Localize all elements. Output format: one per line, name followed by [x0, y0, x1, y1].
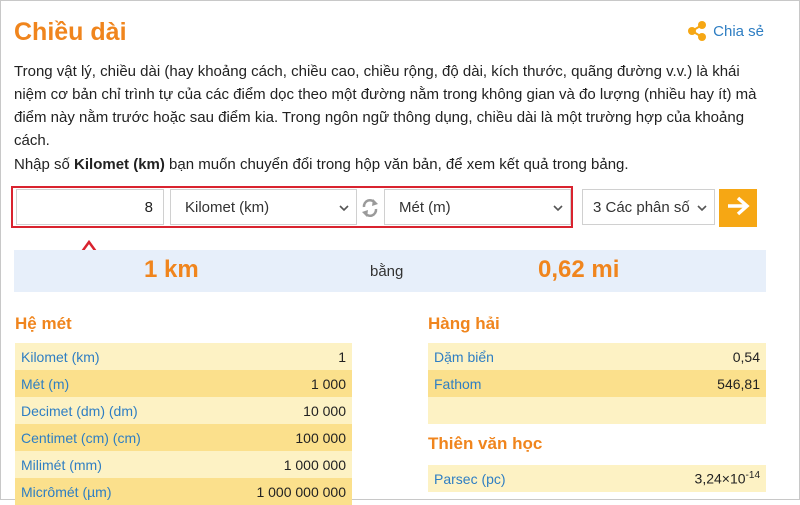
- result-target: 0,62 mi: [538, 256, 620, 283]
- table-row[interactable]: [428, 370, 766, 397]
- unit-name[interactable]: Micrômét (µm): [15, 478, 236, 505]
- value-exponent: -14: [745, 470, 760, 482]
- result-equals: bằng: [370, 263, 404, 280]
- table-row[interactable]: [428, 465, 766, 492]
- from-unit-value: Kilomet (km): [185, 198, 270, 216]
- unit-name[interactable]: Decimet (dm) (dm): [15, 397, 236, 424]
- unit-name[interactable]: Mét (m): [15, 370, 236, 397]
- table-row[interactable]: [15, 424, 352, 451]
- metric-table: [15, 343, 352, 505]
- unit-name[interactable]: Milimét (mm): [15, 451, 236, 478]
- unit-name[interactable]: Fathom: [428, 370, 648, 397]
- description-text: Trong vật lý, chiều dài (hay khoảng cách, chiều cao, chiều rộng, độ dài, kích thước, quãng đường v.v.) là khái niệm cơ bản chỉ trình tự của các điểm dọc theo một đường nằm trong không gian và đo lượng (nhiều hay ít) mà điểm này nằm trước hoặc sau điểm kia. Trong ngôn ngữ thông dụng, chiều dài là một trường hợp của khoảng cách.: [14, 63, 757, 149]
- unit-value: 1 000 000: [236, 451, 352, 478]
- unit-name[interactable]: Kilomet (km): [15, 343, 236, 370]
- to-unit-value: Mét (m): [399, 198, 451, 216]
- section-title-metric: Hệ mét: [15, 314, 72, 333]
- unit-value: 1: [236, 343, 352, 370]
- table-row[interactable]: [15, 370, 352, 397]
- instruction-unit: Kilomet (km): [74, 156, 165, 173]
- section-title-astronomy: Thiên văn học: [428, 434, 543, 453]
- convert-button[interactable]: [719, 189, 757, 227]
- share-icon: [687, 20, 707, 42]
- unit-name[interactable]: Dặm biển: [428, 343, 648, 370]
- decimals-value: 3 Các phân số: [593, 198, 690, 216]
- unit-value: 1 000 000 000: [236, 478, 352, 505]
- table-row[interactable]: [15, 397, 352, 424]
- share-label: Chia sẻ: [713, 22, 764, 40]
- table-row: [428, 397, 766, 424]
- instruction-before: Nhập số: [14, 156, 75, 173]
- instruction-after: bạn muốn chuyển đổi trong hộp văn bản, để xem kết quả trong bảng.: [164, 156, 629, 173]
- page-title: Chiều dài: [14, 18, 127, 46]
- unit-name: [428, 397, 648, 424]
- table-row[interactable]: [428, 343, 766, 370]
- unit-value: 546,81: [648, 370, 766, 397]
- arrow-right-icon: [726, 196, 750, 221]
- unit-value: [648, 397, 766, 424]
- value-base: 3,24×10: [694, 470, 746, 487]
- astronomy-table: [428, 465, 766, 492]
- share-button[interactable]: [687, 20, 764, 42]
- instruction-text: [14, 156, 774, 173]
- nautical-table: [428, 343, 766, 424]
- highlight-box: [11, 186, 573, 228]
- table-row[interactable]: [15, 343, 352, 370]
- result-source: 1 km: [144, 256, 199, 283]
- table-row[interactable]: [15, 451, 352, 478]
- unit-name[interactable]: Parsec (pc): [428, 465, 647, 492]
- unit-value: 1 000: [236, 370, 352, 397]
- chevron-down-icon: [696, 201, 708, 218]
- section-title-nautical: Hàng hải: [428, 314, 500, 333]
- decimals-select[interactable]: [582, 189, 715, 225]
- unit-value: 0,54: [648, 343, 766, 370]
- table-row[interactable]: [15, 478, 352, 505]
- unit-value: [647, 465, 766, 492]
- unit-value: 100 000: [236, 424, 352, 451]
- unit-value: 10 000: [236, 397, 352, 424]
- unit-name[interactable]: Centimet (cm) (cm): [15, 424, 236, 451]
